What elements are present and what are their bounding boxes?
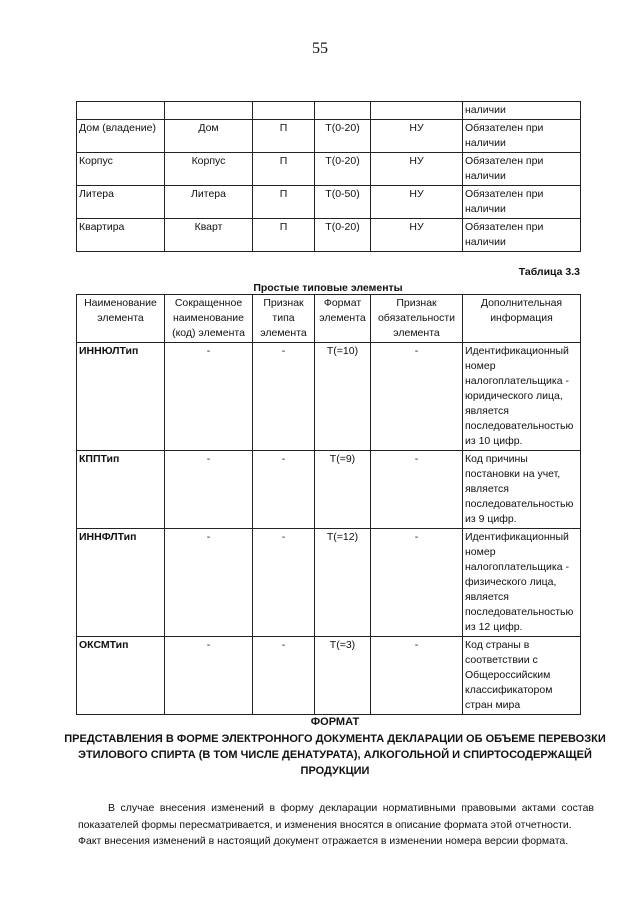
table-cell: П <box>253 120 315 153</box>
table-cell: Дом <box>165 120 253 153</box>
table-cell: - <box>165 529 253 637</box>
table-cell: Корпус <box>77 153 165 186</box>
table-caption: Таблица 3.3 <box>518 266 580 278</box>
table-title: Простые типовые элементы <box>253 282 403 294</box>
table-row <box>77 102 581 120</box>
table-cell: НУ <box>371 219 463 252</box>
column-header: Сокращенное наименование (код) элемента <box>165 295 253 343</box>
table-cell: T(=3) <box>315 637 371 715</box>
element-name-cell: ИННЮЛТип <box>77 343 165 451</box>
table-cell: - <box>165 451 253 529</box>
table-cell: T(0-20) <box>315 153 371 186</box>
table-cell: - <box>371 451 463 529</box>
column-header: Признак обязательности элемента <box>371 295 463 343</box>
table-cell: T(=10) <box>315 343 371 451</box>
paragraph: В случае внесения изменений в форму декларации нормативными правовыми актами состав показателей формы пересматривается, и изменения вносятся в описание формата этой отчетности. <box>78 802 594 831</box>
element-name-cell: ИННФЛТип <box>77 529 165 637</box>
table-cell: Кварт <box>165 219 253 252</box>
table-cell: T(0-50) <box>315 186 371 219</box>
table-row <box>77 219 581 252</box>
table-row <box>77 529 581 637</box>
paragraph: Факт внесения изменений в настоящий документ отражается в изменении номера версии формата. <box>78 835 569 847</box>
table-cell: наличии <box>463 102 581 120</box>
table-row <box>77 153 581 186</box>
table-cell <box>371 102 463 120</box>
table-cell: - <box>253 637 315 715</box>
table-cell: Обязателен при наличии <box>463 153 581 186</box>
table-row <box>77 186 581 219</box>
table-cell <box>165 102 253 120</box>
table-cell: Корпус <box>165 153 253 186</box>
table-cell <box>253 102 315 120</box>
table-cell: Дом (владение) <box>77 120 165 153</box>
table-cell: П <box>253 186 315 219</box>
table-cell: П <box>253 153 315 186</box>
table-cell: НУ <box>371 120 463 153</box>
table-cell: - <box>165 343 253 451</box>
table-cell: Код страны в соответствии с Общероссийским классификатором стран мира <box>463 637 581 715</box>
table-cell <box>77 102 165 120</box>
table-cell: - <box>371 637 463 715</box>
table-row <box>77 451 581 529</box>
table-cell: Обязателен при наличии <box>463 120 581 153</box>
element-name-cell: ОКСМТип <box>77 637 165 715</box>
table-cell: - <box>371 343 463 451</box>
table-cell: НУ <box>371 186 463 219</box>
table-cell: - <box>253 451 315 529</box>
table-cell: T(=9) <box>315 451 371 529</box>
table-cell: НУ <box>371 153 463 186</box>
table-cell: - <box>165 637 253 715</box>
column-header: Формат элемента <box>315 295 371 343</box>
table-row <box>77 637 581 715</box>
table-cell: Обязателен при наличии <box>463 186 581 219</box>
table-cell: T(0-20) <box>315 219 371 252</box>
table-cell: - <box>253 529 315 637</box>
column-header: Признак типа элемента <box>253 295 315 343</box>
table-cell: Обязателен при наличии <box>463 219 581 252</box>
table-row <box>77 343 581 451</box>
column-header: Дополнительная информация <box>463 295 581 343</box>
table-cell: T(0-20) <box>315 120 371 153</box>
simple-types-table <box>76 294 581 715</box>
table-cell: T(=12) <box>315 529 371 637</box>
table-header-row <box>77 295 581 343</box>
column-header: Наименование элемента <box>77 295 165 343</box>
table-cell: Идентификационный номер налогоплательщика - юридического лица, является последовательностью из 10 цифр. <box>463 343 581 451</box>
table-cell: Квартира <box>77 219 165 252</box>
format-subtitle: ПРЕДСТАВЛЕНИЯ В ФОРМЕ ЭЛЕКТРОННОГО ДОКУМЕНТА ДЕКЛАРАЦИИ ОБ ОБЪЕМЕ ПЕРЕВОЗКИ ЭТИЛОВОГО СПИРТА (В ТОМ ЧИСЛЕ ДЕНАТУРАТА), АЛКОГОЛЬНОЙ И СПИРТОСОДЕРЖАЩЕЙ ПРОДУКЦИИ <box>64 733 606 777</box>
table-cell: Литера <box>165 186 253 219</box>
table-cell: - <box>371 529 463 637</box>
table-cell: Код причины постановки на учет, является последовательностью из 9 цифр. <box>463 451 581 529</box>
continuation-table <box>76 101 581 252</box>
table-cell: Литера <box>77 186 165 219</box>
format-heading: ФОРМАТ <box>310 716 360 728</box>
table-cell <box>315 102 371 120</box>
table-cell: - <box>253 343 315 451</box>
table-cell: П <box>253 219 315 252</box>
page-number: 55 <box>312 40 328 57</box>
element-name-cell: КППТип <box>77 451 165 529</box>
table-row <box>77 120 581 153</box>
table-cell: Идентификационный номер налогоплательщика - физического лица, является последовательностью из 12 цифр. <box>463 529 581 637</box>
body-text <box>78 800 594 850</box>
